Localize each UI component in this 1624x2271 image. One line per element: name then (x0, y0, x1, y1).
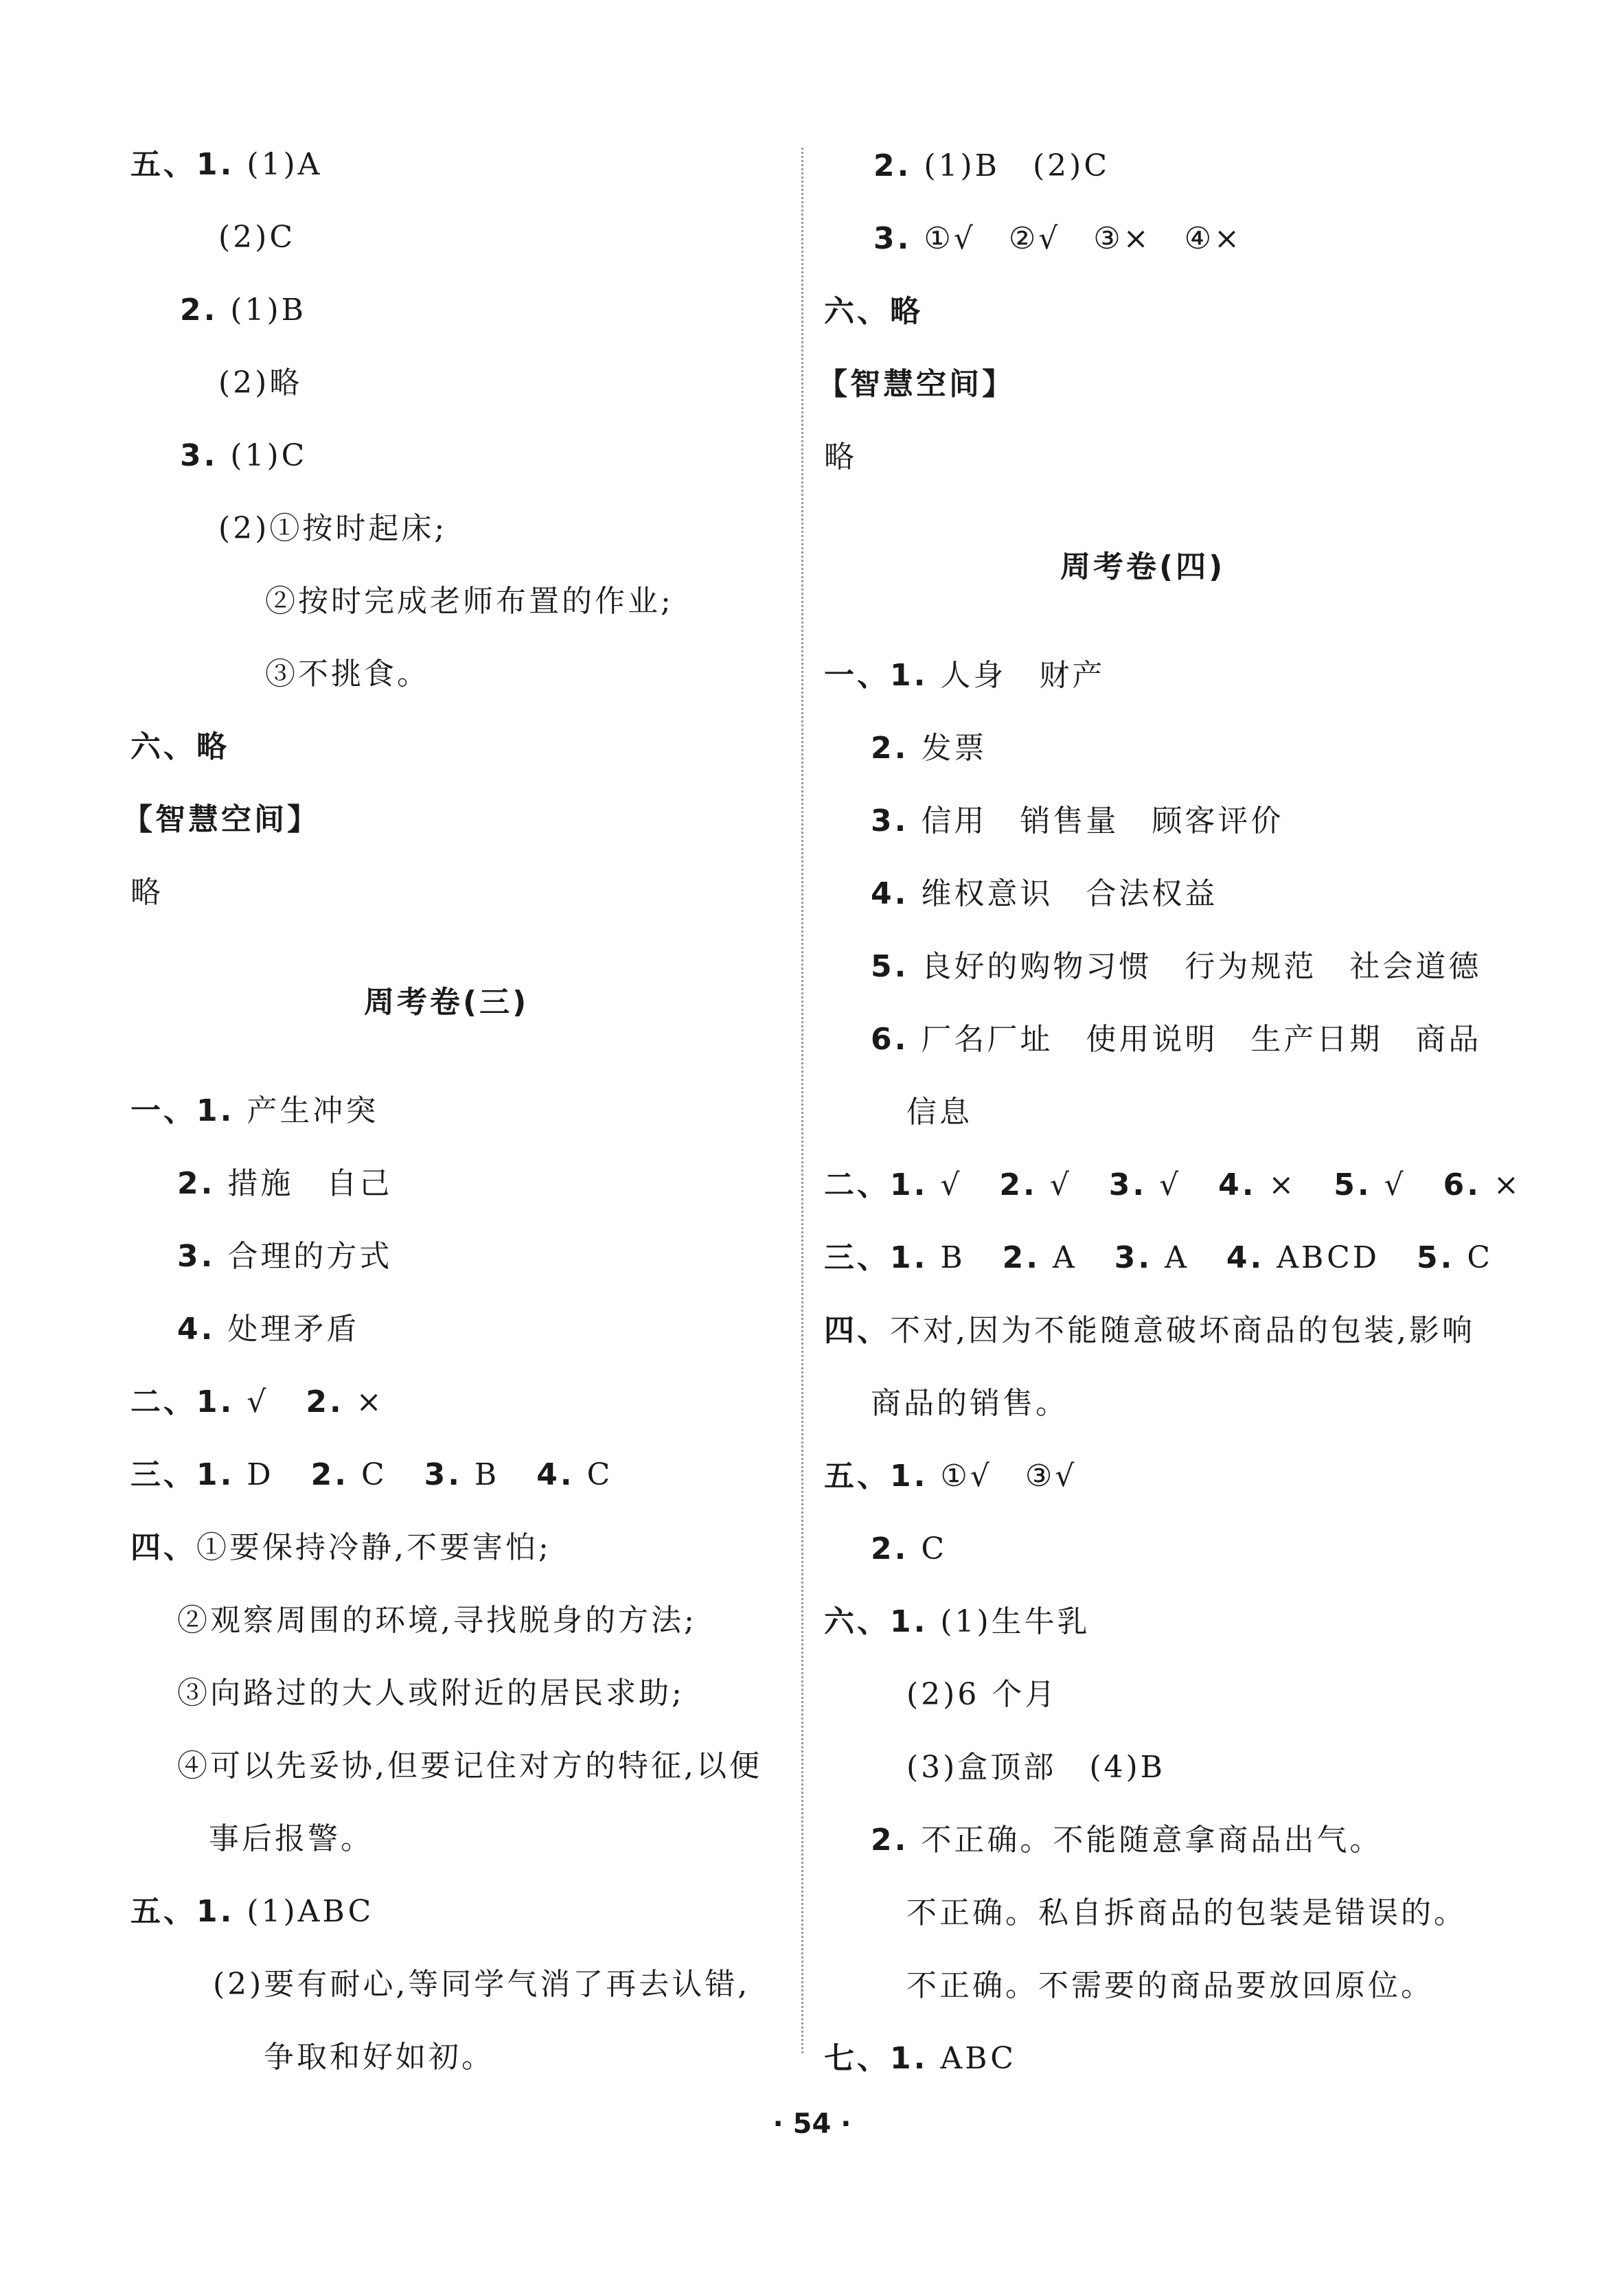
s5-q3: 3. (1)C (180, 438, 308, 473)
s5-q1-b: (2)C (218, 220, 295, 255)
q3-s4-line2: ②观察周围的环境,寻找脱身的方法; (177, 1603, 697, 1638)
wisdom-answer-right: 略 (824, 440, 857, 475)
q4-s6-a2: (2)6 个月 (906, 1677, 1058, 1712)
q3-s5-b: (2)要有耐心,等同学气消了再去认错, (213, 1967, 751, 2002)
q4-s6-q2: 2. 不正确。不能随意拿商品出气。 (871, 1823, 1383, 1858)
q4-s1-item6: 6. 厂名厂址 使用说明 生产日期 商品 (871, 1022, 1482, 1057)
q4-s6-b2: 不正确。私自拆商品的包装是错误的。 (906, 1895, 1467, 1930)
r-q2: 2. (1)B (2)C (873, 148, 1110, 183)
column-divider (801, 148, 803, 2053)
q4-s3: 三、1. B 2. A 3. A 4. ABCD 5. C (824, 1240, 1494, 1275)
q3-s5-q1: 五、1. (1)ABC (130, 1894, 374, 1929)
quiz3-title: 周考卷(三) (364, 985, 529, 1020)
q4-s5-q1: 五、1. ①√ ③√ (824, 1459, 1077, 1494)
s5-q3-b: (2)①按时起床; (218, 511, 448, 546)
q3-s1-item2: 2. 措施 自己 (177, 1166, 393, 1201)
s5-q2-b: (2)略 (218, 365, 303, 400)
s5-q2: 2. (1)B (180, 293, 307, 328)
section6-right: 六、略 (824, 294, 923, 329)
wisdom-title-right: 【智慧空间】 (817, 367, 1015, 402)
q4-s2: 二、1. √ 2. √ 3. √ 4. × 5. √ 6. × (824, 1167, 1522, 1202)
q3-s1-item4: 4. 处理矛盾 (177, 1312, 360, 1347)
q4-s1-item2: 2. 发票 (871, 731, 987, 766)
q3-s4-line5: 事后报警。 (209, 1821, 374, 1856)
s5-q3-d: ③不挑食。 (265, 657, 430, 692)
q4-s1-item5: 5. 良好的购物习惯 行为规范 社会道德 (871, 949, 1482, 984)
wisdom-title-left: 【智慧空间】 (122, 802, 320, 837)
q4-s5-q2: 2. C (871, 1531, 948, 1566)
q4-s1-item1: 一、1. 人身 财产 (824, 658, 1106, 693)
q4-s4-line1: 四、不对,因为不能随意破坏商品的包装,影响 (824, 1313, 1475, 1348)
q4-s1-item3: 3. 信用 销售量 顾客评价 (871, 803, 1284, 838)
wisdom-answer-left: 略 (130, 875, 163, 910)
page-number: · 54 · (773, 2108, 851, 2140)
q3-s4-line1: 四、①要保持冷静,不要害怕; (130, 1530, 551, 1565)
q4-s1-item4: 4. 维权意识 合法权益 (871, 876, 1218, 911)
s5-q1: 五、1. (1)A (130, 147, 323, 182)
q4-s6-a3: (3)盒顶部 (4)B (906, 1750, 1165, 1785)
q3-s1-item3: 3. 合理的方式 (177, 1239, 393, 1274)
q4-s7-q1: 七、1. ABC (824, 2041, 1016, 2076)
q3-s4-line3: ③向路过的大人或附近的居民求助; (177, 1676, 685, 1711)
q3-s4-line4: ④可以先妥协,但要记住对方的特征,以便 (177, 1748, 762, 1783)
q4-s6-b3: 不正确。不需要的商品要放回原位。 (906, 1968, 1434, 2003)
q4-s4-line2: 商品的销售。 (871, 1386, 1068, 1421)
s5-q3-c: ②按时完成老师布置的作业; (265, 584, 674, 619)
q3-s2: 二、1. √ 2. × (130, 1384, 385, 1419)
q3-s3: 三、1. D 2. C 3. B 4. C (130, 1457, 613, 1492)
q3-s5-c: 争取和好如初。 (264, 2040, 494, 2075)
q3-s1-item1: 一、1. 产生冲突 (130, 1093, 379, 1128)
r-q3: 3. ①√ ②√ ③× ④× (873, 221, 1242, 256)
q4-s6-q1: 六、1. (1)生牛乳 (824, 1604, 1090, 1639)
q4-s1-item6-cont: 信息 (906, 1095, 972, 1130)
section6-left: 六、略 (130, 729, 229, 764)
quiz4-title: 周考卷(四) (1060, 549, 1226, 584)
